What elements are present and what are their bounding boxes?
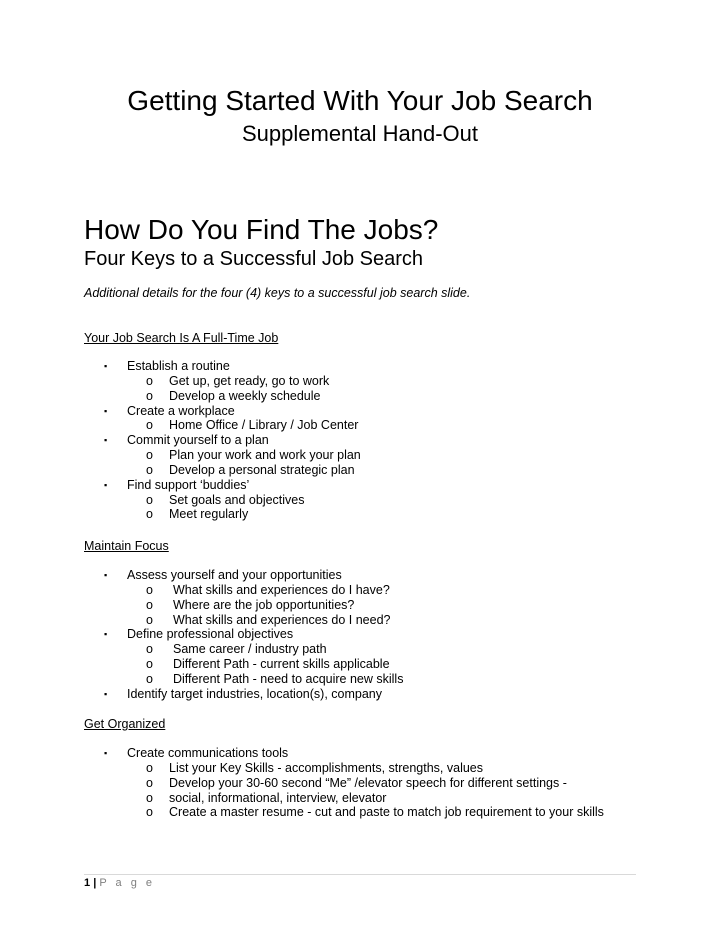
page-number: 1	[84, 877, 91, 889]
list-maintain-focus	[84, 568, 644, 702]
sub-list-item: o Where are the job opportunities?	[146, 597, 355, 612]
sub-list-item: o Same career / industry path	[146, 642, 327, 657]
list-get-organized	[84, 746, 644, 820]
sub-bullet-icon: o	[146, 597, 153, 612]
sub-bullet-icon: o	[146, 642, 153, 657]
sub-bullet-icon: o	[146, 462, 153, 477]
list-item: ▪ Create a workplace	[104, 403, 235, 418]
sub-list-item: o Meet regularly	[146, 507, 249, 522]
footer-divider	[84, 874, 636, 875]
sub-bullet-icon: o	[146, 671, 153, 686]
document-subtitle: Supplemental Hand-Out	[241, 121, 479, 146]
sub-bullet-icon: o	[146, 388, 153, 403]
sub-bullet-icon: o	[146, 805, 153, 820]
footer-separator: |	[93, 877, 97, 889]
list-item: ▪ Create communications tools	[104, 746, 289, 760]
sub-bullet-icon: o	[146, 612, 153, 627]
list-item: ▪ Establish a routine	[104, 359, 230, 373]
sub-list-item: o Create a master resume - cut and paste to match job requirement to your skills	[146, 805, 604, 820]
sub-bullet-icon: o	[146, 582, 153, 597]
list-item: ▪ Define professional objectives	[104, 627, 294, 642]
list-item: ▪ Identify target industries, location(s), company	[104, 686, 382, 701]
sub-bullet-icon: o	[146, 373, 153, 388]
section-heading-get-organized: Get Organized	[84, 717, 166, 731]
bullet-icon: ▪	[104, 570, 108, 580]
sub-list-item: o What skills and experiences do I have?	[146, 582, 390, 597]
sub-list-item: o Different Path - need to acquire new skills	[146, 671, 404, 686]
sub-list-item: o Develop a personal strategic plan	[146, 462, 355, 477]
sub-bullet-icon: o	[146, 775, 153, 790]
sub-list-item: o Set goals and objectives	[146, 492, 305, 507]
list-item: ▪ Assess yourself and your opportunities	[104, 568, 342, 582]
sub-bullet-icon: o	[146, 790, 153, 805]
sub-list-item: o social, informational, interview, elevator	[146, 790, 387, 805]
bullet-icon: ▪	[104, 629, 108, 640]
sub-bullet-icon: o	[146, 492, 153, 507]
section-main-heading: How Do You Find The Jobs?	[84, 214, 439, 245]
sub-bullet-icon: o	[146, 507, 153, 522]
page-label: P a g e	[99, 877, 155, 889]
bullet-icon: ▪	[104, 688, 108, 699]
sub-list-item: o Develop a weekly schedule	[146, 388, 321, 403]
sub-list-item: o Different Path - current skills applicable	[146, 657, 390, 672]
bullet-icon: ▪	[104, 405, 108, 416]
bullet-icon: ▪	[104, 479, 108, 490]
document-title: Getting Started With Your Job Search	[127, 85, 593, 116]
bullet-icon: ▪	[104, 748, 108, 758]
bullet-icon: ▪	[104, 361, 108, 371]
sub-bullet-icon: o	[146, 418, 153, 433]
sub-list-item: o Develop your 30-60 second “Me” /elevator speech for different settings -	[146, 775, 567, 790]
section-heading-maintain-focus: Maintain Focus	[84, 539, 169, 553]
bullet-icon: ▪	[104, 435, 108, 446]
intro-text: Additional details for the four (4) keys to a successful job search slide.	[84, 286, 471, 300]
list-full-time-job	[84, 359, 644, 522]
sub-bullet-icon: o	[146, 760, 153, 775]
sub-list-item: o List your Key Skills - accomplishments, strengths, values	[146, 760, 484, 775]
sub-bullet-icon: o	[146, 657, 153, 672]
section-heading-full-time-job: Your Job Search Is A Full-Time Job	[84, 331, 279, 345]
sub-list-item: o Home Office / Library / Job Center	[146, 418, 359, 433]
sub-list-item: o Get up, get ready, go to work	[146, 373, 330, 388]
page-footer	[84, 876, 155, 890]
sub-list-item: o What skills and experiences do I need?	[146, 612, 391, 627]
section-subheading: Four Keys to a Successful Job Search	[84, 248, 424, 270]
list-item: ▪ Commit yourself to a plan	[104, 433, 269, 448]
sub-bullet-icon: o	[146, 448, 153, 463]
sub-list-item: o Plan your work and work your plan	[146, 448, 361, 463]
list-item: ▪ Find support ‘buddies’	[104, 477, 250, 492]
